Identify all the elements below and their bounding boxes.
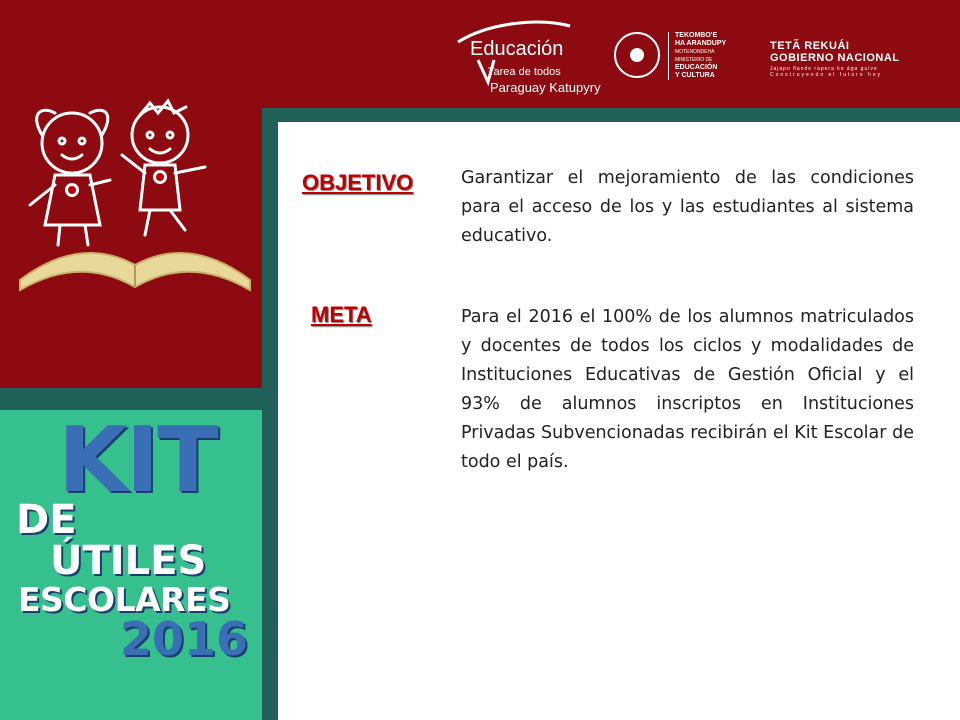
ministry-line3: MOTENONDEHA xyxy=(675,49,715,55)
kids-reading-illustration xyxy=(10,95,260,295)
ministry-line2: HA ARANDUPY xyxy=(675,40,727,47)
government-line2: GOBIERNO NACIONAL xyxy=(770,52,900,64)
ministry-line6: Y CULTURA xyxy=(675,72,715,79)
kit-title: KIT xyxy=(58,408,217,513)
government-logo xyxy=(770,40,910,78)
meta-text: Para el 2016 el 100% de los alumnos matriculados y docentes de todos los ciclos y modalidades de Instituciones Educativas de Gestión Oficial y el 93% de alumnos inscriptos en Instituciones Privadas Subvencionadas recibirán el Kit Escolar de todo el país. xyxy=(461,307,914,472)
edu-logo-title: Educación xyxy=(470,38,564,60)
kit-utiles: ÚTILES xyxy=(50,538,207,584)
objetivo-heading: OBJETIVO xyxy=(302,170,414,195)
objetivo-text: Garantizar el mejoramiento de las condiciones para el acceso de los y las estudiantes al sistema educativo. xyxy=(461,168,914,246)
government-line1: TETÃ REKUÁI xyxy=(770,40,850,52)
edu-logo-tagline: Tarea de todos xyxy=(488,66,561,78)
ministry-line4: MINISTERIO DE xyxy=(675,57,713,63)
ministry-line1: TEKOMBO'E xyxy=(675,32,718,39)
ministry-seal-icon xyxy=(614,32,660,78)
kit-year: 2016 xyxy=(120,612,249,666)
government-line3: Jajapo ñande rapera ko ága guive xyxy=(770,66,878,72)
kit-escolares: ESCOLARES xyxy=(18,580,231,619)
kit-de: DE xyxy=(16,497,77,543)
ministry-line5: EDUCACIÓN xyxy=(675,64,718,71)
edu-logo-subtitle: Paraguay Katupyry xyxy=(490,80,601,95)
ministry-logo-text xyxy=(668,32,765,80)
meta-heading: META xyxy=(311,302,372,327)
government-line4: Construyendo el futuro hoy xyxy=(770,72,883,78)
educacion-logo xyxy=(450,20,610,98)
